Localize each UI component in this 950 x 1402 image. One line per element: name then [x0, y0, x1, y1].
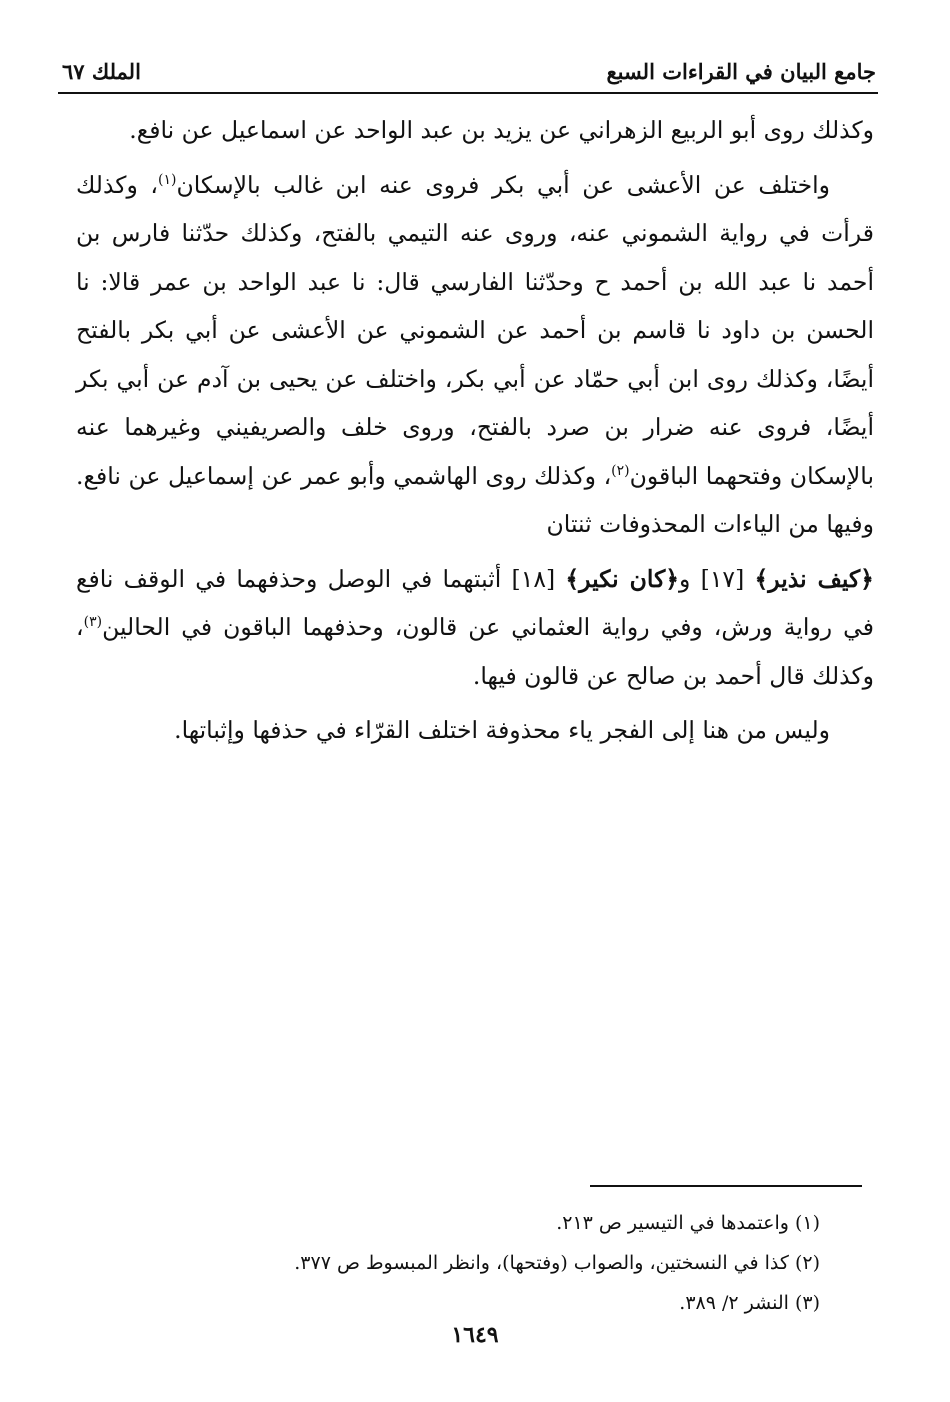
main-text	[76, 106, 874, 761]
quran-phrase-2: ﴿كان نكير﴾	[565, 564, 680, 593]
paragraph-3-text-a: أثبتهما في الوصل وحذفهما في الوقف نافع في رواية ورش، وفي رواية العثماني عن قالون، وحذفهما الباقون في الحالين	[76, 564, 874, 641]
quran-phrase-1: ﴿كيف نذير﴾	[754, 564, 874, 593]
verse-number-18: [١٨]	[511, 564, 556, 593]
paragraph-1	[76, 106, 874, 155]
surah-label: الملك ٦٧	[62, 59, 141, 84]
footnote-ref-2: (٢)	[611, 462, 630, 479]
paragraph-2-text-b: ، وكذلك قرأت في رواية الشموني عنه، وروى عنه التيمي بالفتح، وكذلك حدّثنا فارس بن أحمد نا عبد الله بن أحمد ح وحدّثنا الفارسي قال: نا عبد الواحد بن عمر قالا: نا الحسن بن داود نا قاسم بن أحمد عن الشموني عن الأعشى عن أبي بكر بالفتح أيضًا، وكذلك روى ابن أبي حمّاد عن أبي بكر، واختلف عن يحيى بن آدم عن أبي بكر أيضًا، فروى عنه ضرار بن صرد بالفتح، وروى خلف والصريفيني وغيرهما عنه بالإسكان وفتحهما الباقون	[76, 170, 874, 490]
header-rule	[58, 92, 878, 94]
footnote-ref-1: (١)	[158, 171, 177, 188]
paragraph-4-text: وليس من هنا إلى الفجر ياء محذوفة اختلف القرّاء في حذفها وإثباتها.	[174, 716, 830, 744]
paragraph-4	[76, 706, 874, 755]
verse-number-17: [١٧]	[700, 564, 745, 593]
footnote-ref-3: (٣)	[83, 614, 103, 631]
footnote-3: (٣) النشر ٢/ ٣٨٩.	[679, 1292, 820, 1314]
paragraph-2-text-a: واختلف عن الأعشى عن أبي بكر فروى عنه ابن غالب بالإسكان	[176, 170, 830, 199]
running-head	[62, 42, 876, 82]
footnote-rule	[590, 1185, 862, 1187]
paragraph-2-text-c: ، وكذلك روى الهاشمي وأبو عمر عن إسماعيل عن نافع. وفيها من الياءات المحذوفات ثنتان	[76, 461, 874, 538]
paragraph-1-text: وكذلك روى أبو الربيع الزهراني عن يزيد بن عبد الواحد عن اسماعيل عن نافع.	[129, 116, 874, 144]
paragraph-3	[76, 555, 874, 701]
footnote-1: (١) واعتمدها في التيسير ص ٢١٣.	[556, 1212, 820, 1234]
footnotes	[140, 1203, 820, 1323]
page-number: ١٦٤٩	[451, 1322, 499, 1348]
conjunction: و	[679, 564, 691, 593]
paragraph-3-text-b: ، وكذلك قال أحمد بن صالح عن قالون فيها.	[76, 613, 874, 690]
footnote-2: (٢) كذا في النسختين، والصواب (وفتحها)، وانظر المبسوط ص ٣٧٧.	[294, 1252, 820, 1274]
paragraph-2	[76, 161, 874, 549]
book-title: جامع البيان في القراءات السبع	[606, 59, 876, 84]
